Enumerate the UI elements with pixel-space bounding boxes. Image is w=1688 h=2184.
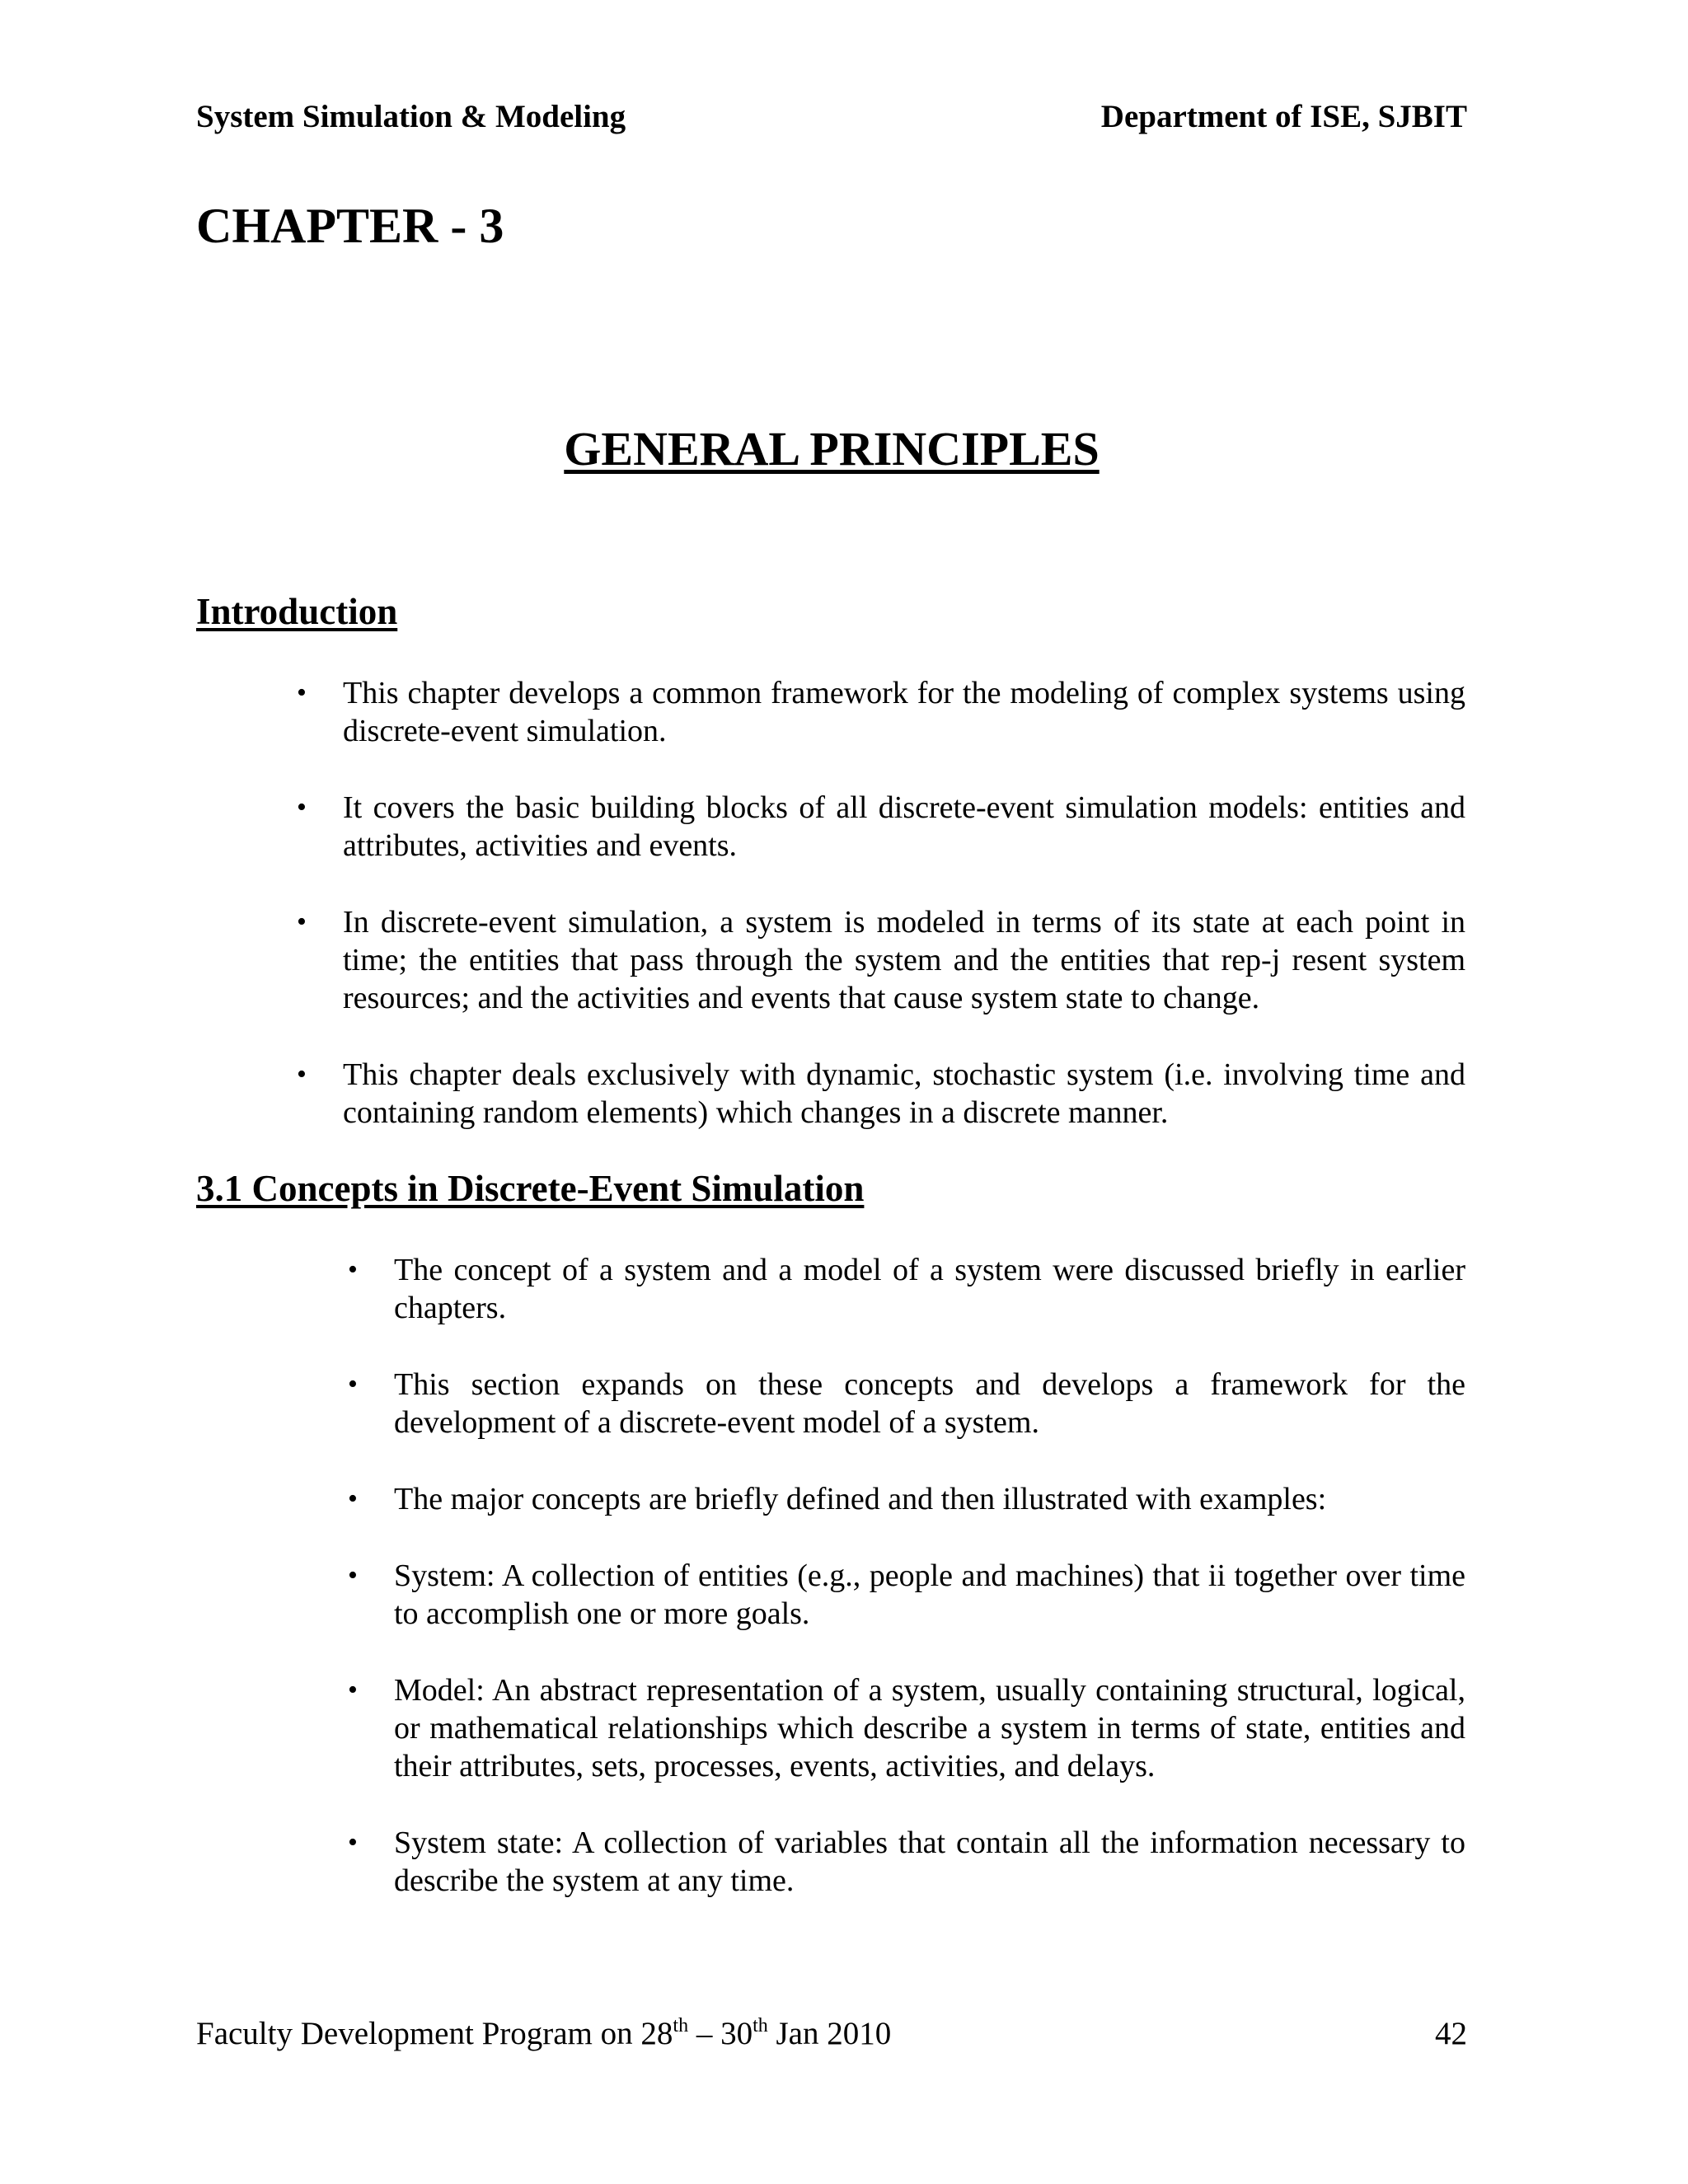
bullet-icon: • — [297, 677, 307, 708]
list-item — [348, 1251, 1465, 1327]
section-heading-introduction: Introduction — [196, 591, 398, 632]
bullet-icon: • — [348, 1483, 358, 1514]
list-item — [348, 1366, 1465, 1441]
concepts-bullet-list — [348, 1251, 1465, 1938]
bullet-icon: • — [348, 1675, 358, 1705]
page-title: GENERAL PRINCIPLES — [564, 422, 1100, 476]
introduction-bullet-list — [297, 674, 1465, 1170]
footer-program-line — [196, 2014, 891, 2054]
list-item — [348, 1671, 1465, 1785]
bullet-text: This section expands on these concepts and develops a framework for the development of a discrete-event model of a system. — [394, 1367, 1465, 1440]
list-item — [297, 903, 1465, 1017]
bullet-icon: • — [348, 1827, 358, 1858]
footer-superscript-2: th — [753, 2015, 768, 2036]
bullet-text: Model: An abstract representation of a system, usually containing structural, logical, or mathematical relationships which describe a system in terms of state, entities and their attributes, sets, processes, events, activities, and delays. — [394, 1673, 1465, 1783]
bullet-text: This chapter develops a common framework for the modeling of complex systems using discrete-event simulation. — [343, 676, 1465, 748]
bullet-icon: • — [348, 1254, 358, 1285]
bullet-icon: • — [348, 1560, 358, 1591]
footer-program-text: Faculty Development Program on 28 — [196, 2016, 673, 2051]
bullet-text: The concept of a system and a model of a system were discussed briefly in earlier chapters. — [394, 1253, 1465, 1325]
bullet-text: System: A collection of entities (e.g., people and machines) that ii together over time to accomplish one or more goals. — [394, 1558, 1465, 1631]
bullet-icon: • — [348, 1369, 358, 1399]
footer-superscript-1: th — [673, 2015, 689, 2036]
bullet-icon: • — [297, 907, 307, 937]
footer-date-tail: Jan 2010 — [767, 2016, 892, 2051]
bullet-text: This chapter deals exclusively with dynamic, stochastic system (i.e. involving time and containing random elements) which changes in a discrete manner. — [343, 1057, 1465, 1130]
section-heading-concepts: 3.1 Concepts in Discrete-Event Simulation — [196, 1168, 865, 1209]
header-department: Department of ISE, SJBIT — [1100, 99, 1467, 134]
list-item — [348, 1557, 1465, 1633]
bullet-text: System state: A collection of variables that contain all the information necessary to describe the system at any time. — [394, 1825, 1465, 1898]
bullet-text: It covers the basic building blocks of all discrete-event simulation models: entities and attributes, activities and events. — [343, 790, 1465, 863]
bullet-icon: • — [297, 792, 307, 823]
bullet-icon: • — [297, 1059, 307, 1090]
list-item — [348, 1480, 1465, 1518]
bullet-text: The major concepts are briefly defined and then illustrated with examples: — [394, 1482, 1327, 1516]
list-item — [297, 674, 1465, 750]
page-number: 42 — [1435, 2016, 1467, 2051]
header-course-title: System Simulation & Modeling — [196, 99, 626, 134]
chapter-label: CHAPTER - 3 — [196, 199, 504, 253]
list-item — [297, 1056, 1465, 1132]
bullet-text: In discrete-event simulation, a system is modeled in terms of its state at each point in time; the entities that pass through the system and the entities that rep-j resent system resources; and the activities and events that cause system state to change. — [343, 905, 1465, 1015]
footer-dash-text: – 30 — [688, 2016, 753, 2051]
list-item — [297, 789, 1465, 865]
list-item — [348, 1824, 1465, 1900]
